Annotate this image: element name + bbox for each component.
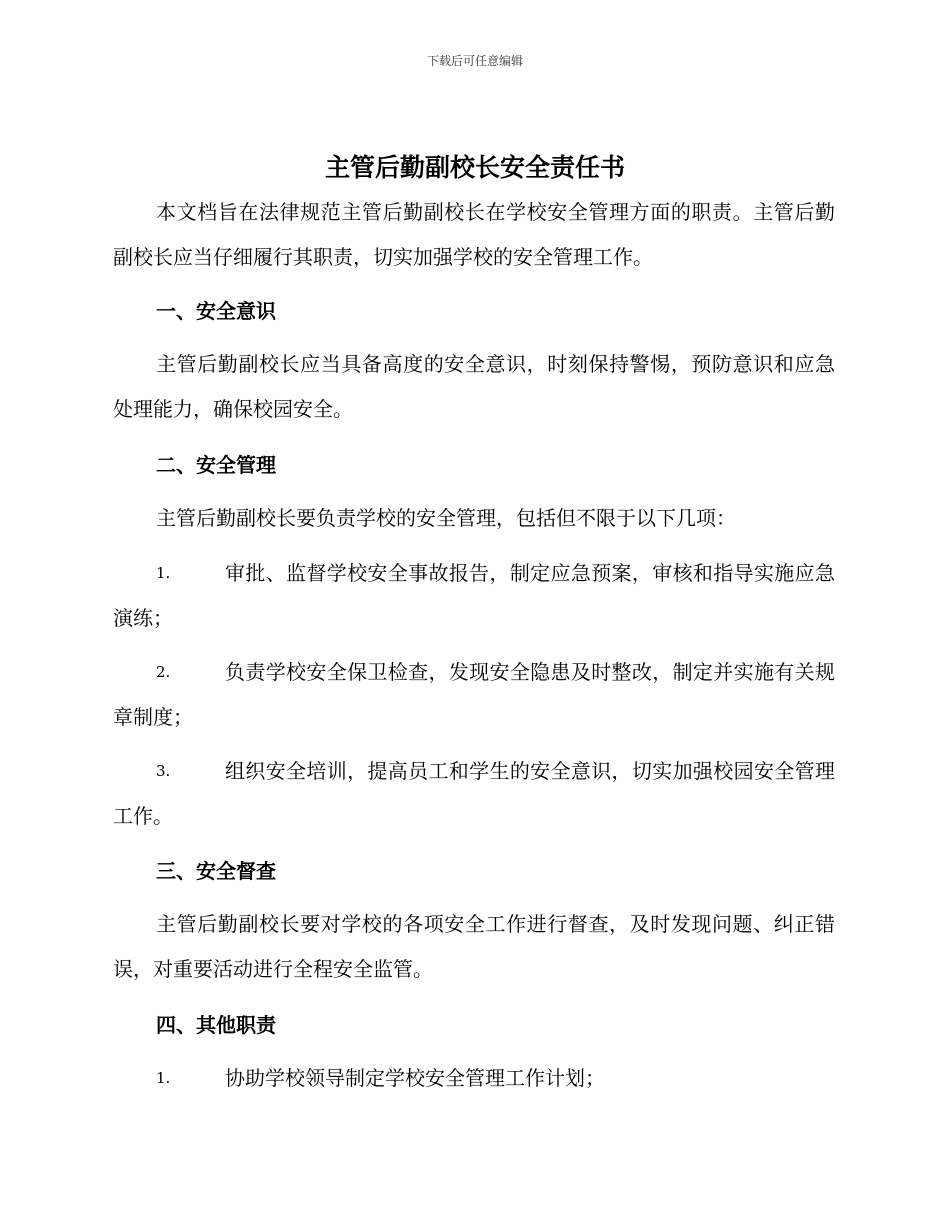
section-paragraph-management: 主管后勤副校长要负责学校的安全管理，包括但不限于以下几项： [156, 506, 736, 530]
section-heading-other-duties: 四、其他职责 [156, 1013, 276, 1037]
section-paragraph-awareness: 主管后勤副校长应当具备高度的安全意识，时刻保持警惕，预防意识和应急处理能力，确保校园安全。 [113, 352, 835, 421]
section-heading-management: 二、安全管理 [156, 453, 276, 477]
section-heading-awareness: 一、安全意识 [156, 299, 276, 323]
list-item-number: 2. [156, 663, 171, 681]
list-item-text: 组织安全培训，提高员工和学生的安全意识，切实加强校园安全管理工作。 [113, 759, 835, 828]
list-item-text: 审批、监督学校安全事故报告，制定应急预案，审核和指导实施应急演练； [113, 561, 835, 630]
list-item [113, 749, 835, 839]
intro-paragraph: 本文档旨在法律规范主管后勤副校长在学校安全管理方面的职责。主管后勤副校长应当仔细履行其职责，切实加强学校的安全管理工作。 [113, 200, 835, 269]
header-note: 下载后可任意编辑 [426, 54, 523, 68]
document-title: 主管后勤副校长安全责任书 [324, 153, 625, 182]
list-item-text: 协助学校领导制定学校安全管理工作计划； [225, 1066, 605, 1090]
list-item [113, 551, 835, 641]
list-item [113, 650, 835, 740]
section-heading-inspection: 三、安全督查 [156, 859, 276, 883]
list-item-number: 1. [156, 564, 171, 582]
list-item-number: 3. [156, 762, 171, 780]
list-item [113, 1056, 835, 1101]
list-item-number: 1. [156, 1069, 171, 1087]
list-item-text: 负责学校安全保卫检查，发现安全隐患及时整改，制定并实施有关规章制度； [113, 660, 835, 729]
section-paragraph-inspection: 主管后勤副校长要对学校的各项安全工作进行督查，及时发现问题、纠正错误，对重要活动进行全程安全监管。 [113, 912, 835, 981]
